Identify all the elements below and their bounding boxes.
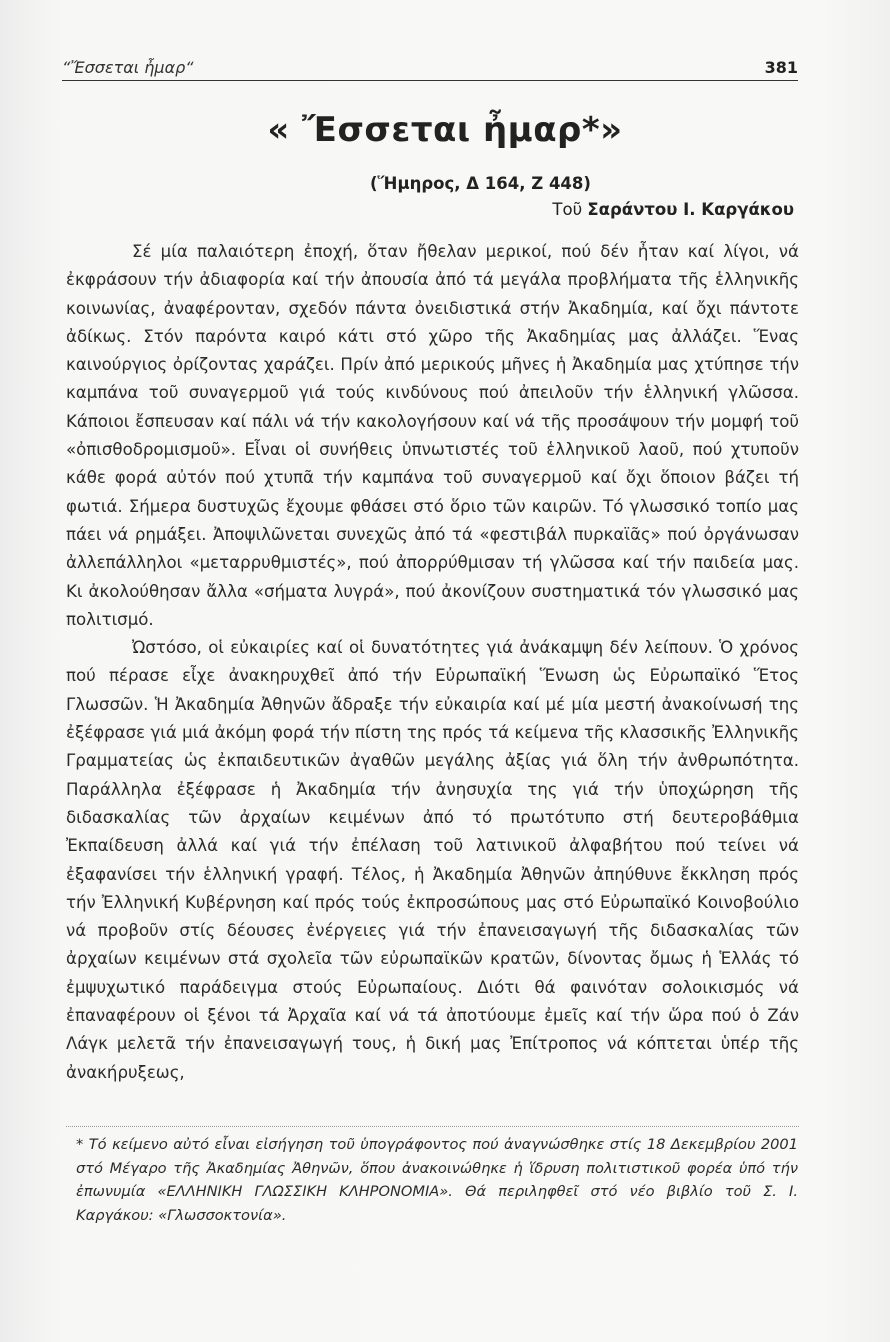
paragraph: Σέ μία παλαιότερη ἐποχή, ὅταν ἤθελαν μερικοί, πού δέν ἦταν καί λίγοι, νά ἐκφράσουν τήν ἀδιαφορία καί τήν ἀπουσία ἀπό τά μεγάλα προβλήματα τῆς ἑλληνικῆς κοινωνίας, ἀναφέρονταν, σχεδόν πάντα ὀνειδιστικά στήν Ἀκαδημία, καί ὄχι πάντοτε ἀδίκως. Στόν παρόντα καιρό κάτι στό χῶρο τῆς Ἀκαδημίας μας ἀλλάζει. Ἕνας καινούργιος ὀρίζοντας χαράζει. Πρίν ἀπό μερικούς μῆνες ἡ Ἀκαδημία μας χτύπησε τήν καμπάνα τοῦ συναγερμοῦ γιά τούς κινδύνους πού ἀπειλοῦν τήν ἑλληνική γλῶσσα. Κάποιοι ἔσπευσαν καί πάλι νά τήν κακολογήσουν καί νά τῆς προσάψουν τήν μομφή τοῦ «ὀπισθοδρομισμοῦ». Εἶναι οἱ συνήθεις ὑπνωτιστές τοῦ ἑλληνικοῦ λαοῦ, πού χτυποῦν κάθε φορά αὐτόν πού χτυπᾶ τήν καμπάνα τοῦ συναγερμοῦ καί ὄχι ὅποιον βάζει τή φωτιά. Σήμερα δυστυχῶς ἔχουμε φθάσει στό ὅριο τῶν καιρῶν. Τό γλωσσικό τοπίο μας πάει νά ρημάξει. Ἀποψιλῶνεται συνεχῶς ἀπό τά «φεστιβάλ πυρκαϊᾶς» πού ὀργάνωσαν ἀλλεπάλληλοι «μεταρρυθμιστές», πού ἀπορρύθμισαν τή γλῶσσα καί τήν παιδεία μας. Κι ἀκολούθησαν ἄλλα «σήματα λυγρά», πού ἀκονίζουν συστηματικά τόν γλωσσικό μας πολιτισμό. — [66, 242, 799, 629]
page-number: 381 — [764, 58, 798, 77]
article-subtitle: (Ἥμηρος, Δ 164, Ζ 448) — [370, 174, 591, 193]
running-head — [62, 52, 798, 81]
running-head-title: “Ἔσσεται ἦμαρ“ — [62, 58, 194, 77]
article-title: « Ἔσσεται ἦμαρ*» — [267, 110, 623, 150]
footnote-divider — [66, 1126, 799, 1127]
author-name: Σαράντου Ι. Καργάκου — [587, 200, 794, 219]
article-body — [66, 238, 799, 1087]
author-prefix: Τοῦ — [552, 200, 588, 219]
paragraph: Ὠστόσο, οἱ εὐκαιρίες καί οἱ δυνατότητες γιά ἀνάκαμψη δέν λείπουν. Ὁ χρόνος πού πέρασε εἶχε ἀνακηρυχθεῖ ἀπό τήν Εὐρωπαϊκή Ἕνωση ὡς Εὐρωπαϊκό Ἕτος Γλωσσῶν. Ἡ Ἀκαδημία Ἀθηνῶν ἄδραξε τήν εὐκαιρία καί μέ μία μεστή ἀνακοίνωσή της ἐξέφρασε γιά μιά ἀκόμη φορά τήν πίστη της πρός τά κείμενα τῆς κλασσικῆς Ἐλληνικῆς Γραμματείας ὡς ἐκπαιδευτικῶν ἀγαθῶν μεγάλης ἀξίας γιά ὅλη τήν ἀνθρωπότητα. Παράλληλα ἐξέφρασε ἡ Ἀκαδημία τήν ἀνησυχία της γιά τήν ὑποχώρηση τῆς διδασκαλίας τῶν ἀρχαίων κειμένων ἀπό τό πρωτότυπο στή δευτεροβάθμια Ἐκπαίδευση ἀλλά καί γιά τήν ἐπέλαση τοῦ λατινικοῦ ἀλφαβήτου πού τείνει νά ἐξαφανίσει τήν ἑλληνική γραφή. Τέλος, ἡ Ἀκαδημία Ἀθηνῶν ἀπηύθυνε ἔκκληση πρός τήν Ἐλληνική Κυβέρνηση καί πρός τούς ἐκπροσώπους μας στό Εὐρωπαϊκό Κοινοβούλιο νά προβοῦν στίς δέουσες ἐνέργειες γιά τήν ἐπανεισαγωγή τῆς διδασκαλίας τῶν ἀρχαίων κειμένων στά σχολεῖα τῶν εὐρωπαϊκῶν κρατῶν, δίνοντας ὄμως ἡ Ἑλλάς τό ἐμψυχωτικό παράδειγμα στούς Εὐρωπαίους. Διότι θά φαινόταν σολοικισμός νά ἐπαναφέρουν οἱ ξένοι τά Ἀρχαῖα καί νά τά ἀποτύουμε ἐμεῖς καί τήν ὥρα πού ὁ Ζάν Λάγκ μελετᾶ τήν ἐπανεισαγωγή τους, ἡ δική μας Ἐπίτροπος νά κόπτεται ὑπέρ τῆς ἀνακήρυξεως, — [66, 638, 799, 1082]
footnote: * Τό κείμενο αὐτό εἶναι εἰσήγηση τοῦ ὑπογράφοντος πού ἀναγνώσθηκε στίς 18 Δεκεμβρίου 2001 στό Μέγαρο τῆς Ἀκαδημίας Ἀθηνῶν, ὅπου ἀνακοινώθηκε ἡ ἵδρυση πολιτιστικοῦ φορέα ὑπό τήν ἐπωνυμία «ΕΛΛΗΝΙΚΗ ΓΛΩΣΣΙΚΗ ΚΛΗΡΟΝΟΜΙΑ». Θά περιληφθεῖ στό νέο βιβλίο τοῦ Σ. Ι. Καργάκου: «Γλωσσοκτονία». — [76, 1136, 798, 1224]
author-line — [552, 200, 794, 219]
